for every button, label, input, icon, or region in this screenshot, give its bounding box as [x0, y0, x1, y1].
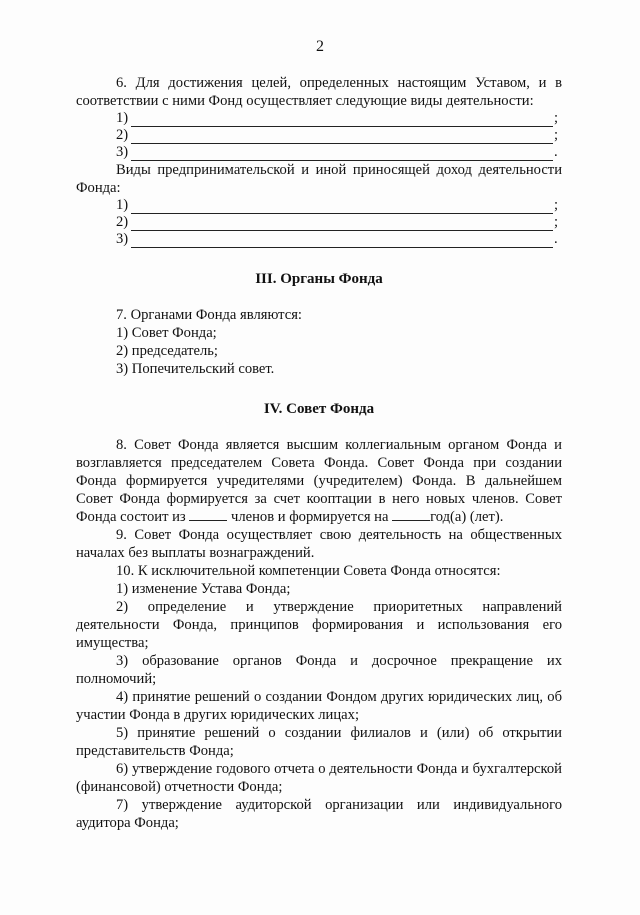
activity-blank-2: 2) ;	[116, 127, 559, 143]
competence-2: 2) определение и утверждение приоритетных направлений деятельности Фонда, принципов формирования и использования его имущества;	[76, 599, 562, 651]
organ-item-3: 3) Попечительский совет.	[116, 361, 275, 377]
competence-1: 1) изменение Устава Фонда;	[116, 581, 291, 597]
members-count-blank	[189, 508, 227, 521]
competence-3: 3) образование органов Фонда и досрочное прекращение их полномочий;	[76, 653, 562, 687]
item-8: 8. Совет Фонда является высшим коллегиальным органом Фонда и возглавляется председателем Совета Фонда. Совет Фонда при создании Фонда формируется учредителями (учредителем) Фонда. В дальнейшем Совет Фонда формируется за счет кооптации в него новых членов. Совет Фонда состоит из членов и формируется на год(а) (лет).	[76, 437, 562, 525]
document-body	[76, 74, 562, 832]
competence-5: 5) принятие решений о создании филиалов и (или) об открытии представительств Фонда;	[76, 725, 562, 759]
page-number: 2	[316, 38, 324, 55]
section-4-title: IV. Совет Фонда	[263, 401, 375, 417]
entrepreneurial-activities-heading: Виды предпринимательской и иной приносящей доход деятельности Фонда:	[76, 162, 562, 196]
organ-item-2: 2) председатель;	[116, 343, 218, 359]
item-6-intro: 6. Для достижения целей, определенных настоящим Уставом, и в соответствии с ними Фонд осуществляет следующие виды деятельности:	[76, 75, 562, 109]
competence-4: 4) принятие решений о создании Фондом других юридических лиц, об участии Фонда в других юридических лицах;	[76, 689, 562, 723]
section-3-title: III. Органы Фонда	[255, 271, 383, 287]
item-9: 9. Совет Фонда осуществляет свою деятельность на общественных началах без выплаты вознаграждений.	[76, 527, 562, 561]
term-blank	[392, 508, 430, 521]
organ-item-1: 1) Совет Фонда;	[116, 325, 217, 341]
activity-blank-1: 1) ;	[116, 110, 559, 126]
income-activity-blank-3: 3) .	[116, 231, 558, 247]
income-activity-blank-2: 2) ;	[116, 214, 559, 230]
competence-7: 7) утверждение аудиторской организации или индивидуального аудитора Фонда;	[76, 797, 562, 831]
item-7: 7. Органами Фонда являются:	[116, 307, 302, 323]
activity-blank-3: 3) .	[116, 144, 558, 160]
competence-6: 6) утверждение годового отчета о деятельности Фонда и бухгалтерской (финансовой) отчетности Фонда;	[76, 761, 562, 795]
income-activity-blank-1: 1) ;	[116, 197, 559, 213]
item-10: 10. К исключительной компетенции Совета Фонда относятся:	[116, 563, 501, 579]
